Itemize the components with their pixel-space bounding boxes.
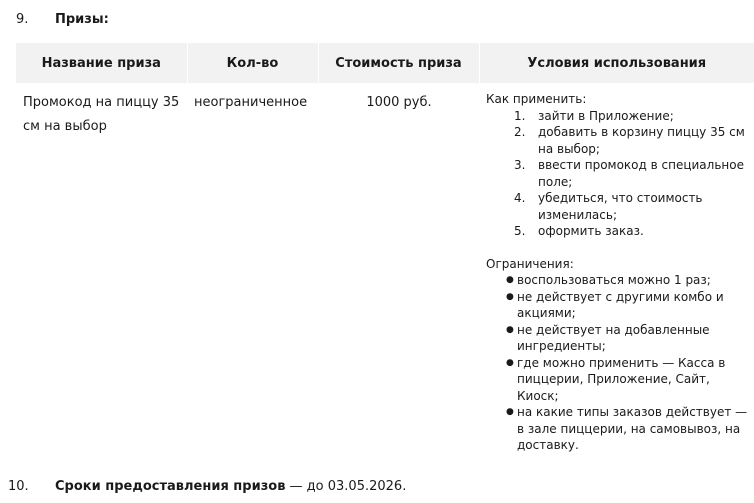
prize-name-cell: Промокод на пиццу 35 см на выбор (23, 95, 180, 134)
section-heading (55, 479, 406, 495)
quantity-cell: неограниченное (194, 95, 308, 110)
step-number: 4. (514, 191, 526, 205)
list-item (486, 289, 748, 322)
table-header-row (16, 43, 754, 83)
limit-text: не действует с другими комбо и акциями; (517, 289, 724, 320)
step-text: ввести промокод в специальное поле; (538, 158, 744, 189)
limits-title: Ограничения: (486, 256, 574, 271)
list-item (486, 404, 748, 454)
section-heading-text: Призы: (55, 12, 109, 27)
column-header-quantity: Кол-во (187, 43, 318, 83)
bullet-icon: ● (506, 275, 514, 285)
section-number: 10. (8, 479, 29, 494)
list-item (486, 124, 748, 157)
apply-title: Как применить: (486, 92, 587, 106)
section-9 (0, 12, 754, 28)
step-text: зайти в Приложение; (538, 108, 674, 123)
step-text: добавить в корзину пиццу 35 см на выбор; (538, 125, 745, 156)
list-item (486, 355, 748, 405)
section-heading (55, 12, 109, 28)
column-header-cost: Стоимость приза (318, 43, 479, 83)
list-item (486, 223, 748, 240)
limit-text: где можно применить — Касса в пиццерии, Приложение, Сайт, Киоск; (517, 355, 726, 403)
step-text: убедиться, что стоимость изменилась; (538, 191, 703, 222)
table-row (16, 83, 754, 454)
deadline-text: — до 03.05.2026. (285, 479, 407, 494)
prizes-table (16, 43, 754, 454)
cost-cell: 1000 руб. (366, 95, 432, 110)
column-header-prize-name: Название приза (16, 43, 187, 83)
column-header-conditions: Условия использования (479, 43, 754, 83)
limit-text: не действует на добавленные ингредиенты; (517, 322, 710, 353)
bullet-icon: ● (506, 291, 514, 302)
step-number: 1. (514, 108, 526, 123)
conditions-cell (479, 83, 754, 454)
limits-list (486, 272, 748, 454)
list-item (486, 190, 748, 223)
list-item (486, 108, 748, 125)
limit-text: на какие типы заказов действует — в зале пиццерии, на самовывоз, на доставку. (517, 405, 748, 452)
list-item (486, 272, 748, 289)
step-number: 5. (514, 224, 526, 238)
list-item (486, 322, 748, 355)
step-number: 3. (514, 158, 526, 172)
step-text: оформить заказ. (538, 224, 644, 238)
list-item (486, 157, 748, 190)
apply-steps-list (486, 108, 748, 240)
bullet-icon: ● (506, 324, 514, 335)
section-heading-text: Сроки предоставления призов (55, 479, 286, 494)
step-number: 2. (514, 125, 526, 139)
bullet-icon: ● (506, 357, 514, 368)
limit-text: воспользоваться можно 1 раз; (517, 273, 711, 287)
bullet-icon: ● (506, 407, 514, 417)
section-number: 9. (16, 12, 29, 27)
section-10 (0, 479, 754, 495)
